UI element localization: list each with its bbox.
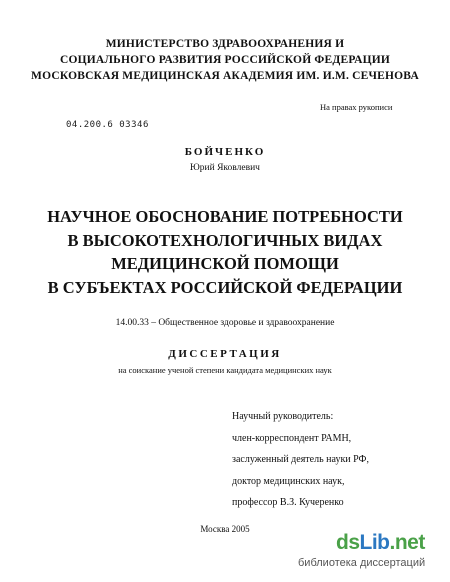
ministry-line-1: МИНИСТЕРСТВО ЗДРАВООХРАНЕНИЯ И <box>105 38 345 50</box>
specialty: 14.00.33 – Общественное здоровье и здравоохранение <box>115 318 335 328</box>
rights-note: На правах рукописи <box>320 102 393 112</box>
supervisor-line: заслуженный деятель науки РФ, <box>232 454 369 465</box>
serial-number: 04.200.6 03346 <box>66 120 149 130</box>
logo-part: .net <box>389 531 425 554</box>
supervisor-line: Научный руководитель: <box>232 411 334 422</box>
place-year: Москва 2005 <box>200 524 250 534</box>
degree-sought: на соискание ученой степени кандидата медицинских наук <box>118 365 332 375</box>
supervisor-line: профессор В.З. Кучеренко <box>232 497 344 508</box>
dissertation-title <box>0 205 450 299</box>
author-surname: БОЙЧЕНКО <box>184 146 266 158</box>
dslib-tagline: библиотека диссертаций <box>298 557 426 569</box>
logo-part: Lib <box>359 531 390 554</box>
title-line: В СУБЪЕКТАХ РОССИЙСКОЙ ФЕДЕРАЦИИ <box>47 277 403 297</box>
supervisor-line: член-корреспондент РАМН, <box>232 432 352 444</box>
supervisor-line: доктор медицинских наук, <box>232 475 345 487</box>
academy-name: МОСКОВСКАЯ МЕДИЦИНСКАЯ АКАДЕМИЯ ИМ. И.М. СЕЧЕНОВА <box>31 70 419 82</box>
document-type: ДИССЕРТАЦИЯ <box>168 348 282 360</box>
logo-part: ds <box>336 531 360 554</box>
ministry-line-2: СОЦИАЛЬНОГО РАЗВИТИЯ РОССИЙСКОЙ ФЕДЕРАЦИИ <box>59 54 391 66</box>
supervisor-block <box>232 406 369 514</box>
title-line: НАУЧНОЕ ОБОСНОВАНИЕ ПОТРЕБНОСТИ <box>47 207 403 226</box>
dslib-logo[interactable] <box>336 531 425 555</box>
title-line: МЕДИЦИНСКОЙ ПОМОЩИ <box>111 254 339 273</box>
author-name: Юрий Яковлевич <box>190 163 260 173</box>
title-line: В ВЫСОКОТЕХНОЛОГИЧНЫХ ВИДАХ <box>67 230 383 250</box>
